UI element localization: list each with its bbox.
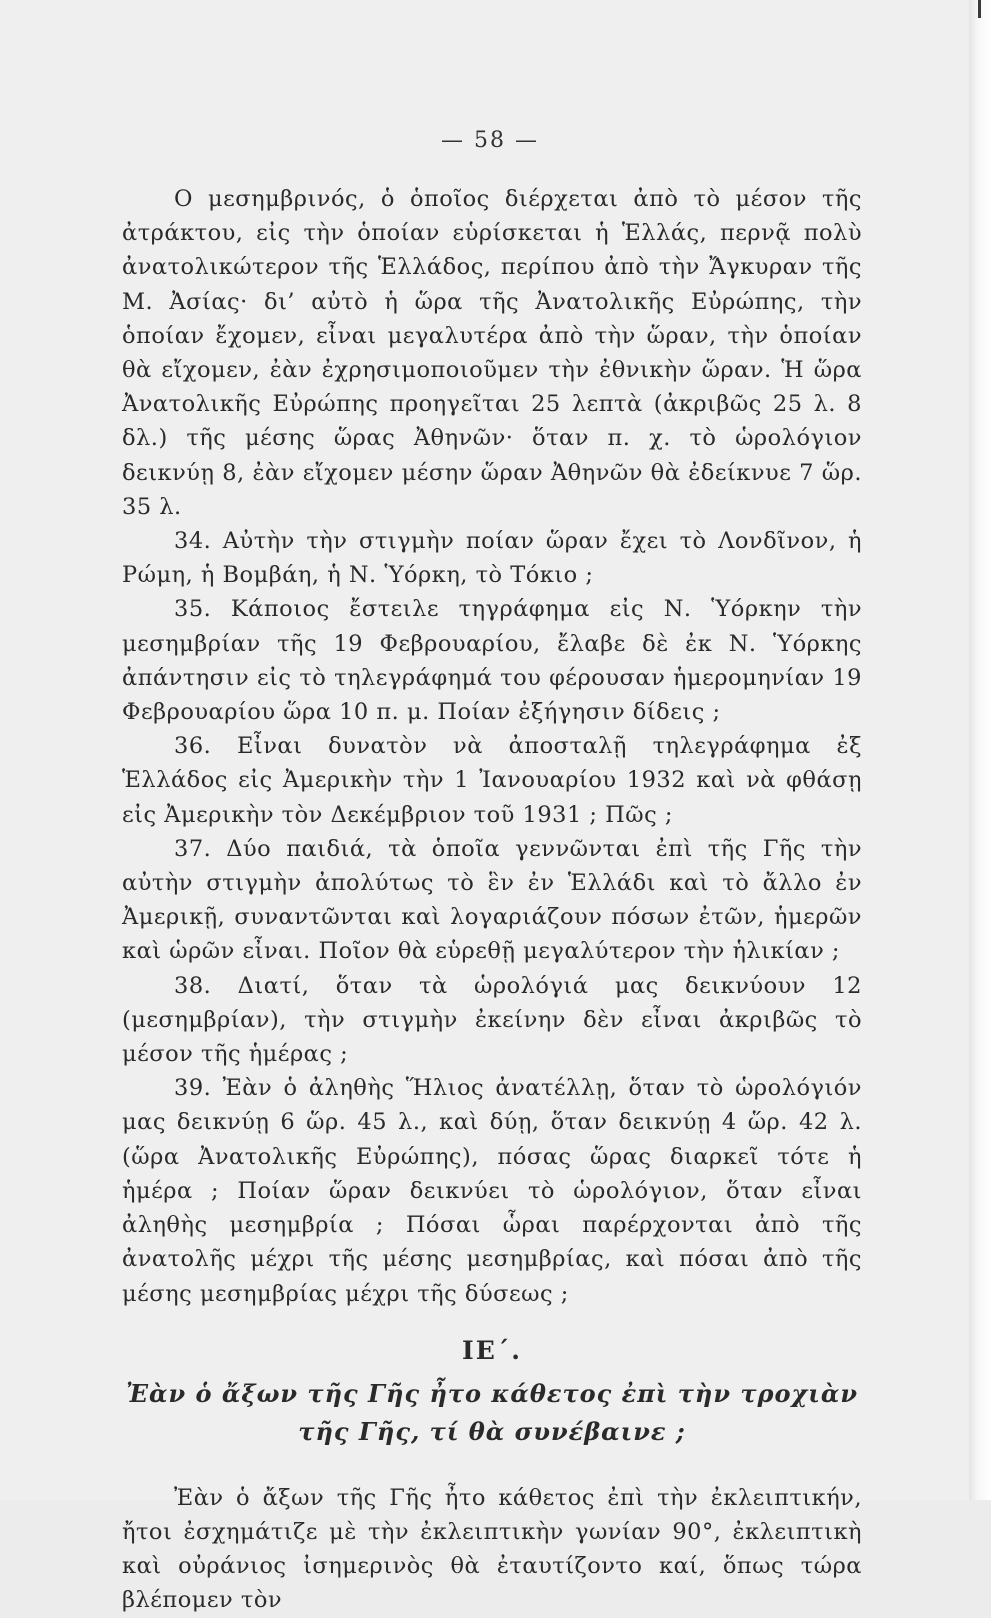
edge-mark (978, 0, 981, 18)
section-number: ΙΕ΄. (462, 1335, 522, 1365)
exercise-36: 36. Εἶναι δυνατὸν νὰ ἀποσταλῇ τηλεγράφημα ἐξ Ἑλλάδος εἰς Ἀμερικὴν τὴν 1 Ἰανουαρίου 1932 καὶ νὰ φθάσῃ εἰς Ἀμερικὴν τὸν Δεκέμβριον τοῦ 1931 ; Πῶς ; (122, 733, 862, 828)
paragraph-meridian: Ο μεσημβρινός, ὁ ὁποῖος διέρχεται ἀπὸ τὸ μέσον τῆς ἀτράκτου, εἰς τὴν ὁποίαν εὑρίσκεται ἡ Ἑλλάς, περνᾷ πολὺ ἀνατολικώτερον τῆς Ἑλλάδος, περίπου ἀπὸ τὴν Ἄγκυραν τῆς Μ. Ἀσίας· δι’ αὐτὸ ἡ ὥρα τῆς Ἀνατολικῆς Εὐρώπης, τὴν ὁποίαν ἔχομεν, εἶναι μεγαλυτέρα ἀπὸ τὴν ὥραν, τὴν ὁποίαν θὰ εἴχομεν, ἐὰν ἐχρησιμοποιοῦμεν τὴν ἐθνικὴν ὥραν. Ἡ ὥρα Ἀνατολικῆς Εὐρώπης προηγεῖται 25 λεπτὰ (ἀκριβῶς 25 λ. 8 δλ.) τῆς μέσης ὥρας Ἀθηνῶν· ὅταν π. χ. τὸ ὡρολόγιον δεικνύῃ 8, ἐὰν εἴχομεν μέσην ὥραν Ἀθηνῶν θὰ ἐδείκνυε 7 ὥρ. 35 λ. (122, 186, 862, 520)
exercise-38: 38. Διατί, ὅταν τὰ ὡρολόγιά μας δεικνύουν 12 (μεσημβρίαν), τὴν στιγμὴν ἐκείνην δὲν εἶναι ἀκριβῶς τὸ μέσον τῆς ἡμέρας ; (122, 972, 862, 1068)
section-title: Ἐὰν ὁ ἄξων τῆς Γῆς ἦτο κάθετος ἐπὶ τὴν τροχιὰν τῆς Γῆς, τί θὰ συνέβαινε ; (126, 1378, 858, 1446)
page-edge (969, 0, 991, 1500)
exercise-35: 35. Κάποιος ἔστειλε τηγράφημα εἰς Ν. Ὑόρκην τὴν μεσημβρίαν τῆς 19 Φεβρουαρίου, ἔλαβε δὲ ἐκ Ν. Ὑόρκης ἀπάντησιν εἰς τὸ τηλεγράφημά του φέρουσαν ἡμερομηνίαν 19 Φεβρουαρίου ὥρα 10 π. μ. Ποίαν ἐξήγησιν δίδεις ; (122, 596, 862, 726)
exercise-34: 34. Αὐτὴν τὴν στιγμὴν ποίαν ὥραν ἔχει τὸ Λονδῖνον, ἡ Ρώμη, ἡ Βομβάη, ἡ Ν. Ὑόρκη, τὸ Τόκιο ; (122, 528, 862, 589)
page-number: — 58 — (441, 128, 539, 153)
exercise-37: 37. Δύο παιδιά, τὰ ὁποῖα γεννῶνται ἐπὶ τῆς Γῆς τὴν αὐτὴν στιγμὴν ἀπολύτως τὸ ἓν ἐν Ἑλλάδι καὶ τὸ ἄλλο ἐν Ἀμερικῇ, συναντῶνται καὶ λογαριάζουν πόσων ἐτῶν, ἡμερῶν καὶ ὡρῶν εἶναι. Ποῖον θὰ εὑρεθῇ μεγαλύτερον τὴν ἡλικίαν ; (122, 835, 862, 965)
exercise-39: 39. Ἐὰν ὁ ἀληθὴς Ἥλιος ἀνατέλλῃ, ὅταν τὸ ὡρολόγιόν μας δεικνύῃ 6 ὥρ. 45 λ., καὶ δύῃ, ὅταν δεικνύῃ 4 ὥρ. 42 λ. (ὥρα Ἀνατολικῆς Εὐρώπης), πόσας ὥρας διαρκεῖ τότε ἡ ἡμέρα ; Ποίαν ὥραν δεικνύει τὸ ὡρολόγιον, ὅταν εἶναι ἀληθὴς μεσημβρία ; Πόσαι ὧραι παρέρχονται ἀπὸ τῆς ἀνατολῆς μέχρι τῆς μέσης μεσημβρίας, καὶ πόσαι ἀπὸ τῆς μέσης μεσημβρίας μέχρι τῆς δύσεως ; (122, 1075, 862, 1307)
section-paragraph: Ἐὰν ὁ ἄξων τῆς Γῆς ἦτο κάθετος ἐπὶ τὴν ἐκλειπτικήν, ἤτοι ἐσχημάτιζε μὲ τὴν ἐκλειπτικὴν γωνίαν 90°, ἐκλειπτικὴ καὶ οὐράνιος ἰσημερινὸς θὰ ἐταυτίζοντο καί, ὅπως τώρα βλέπομεν τὸν (122, 1484, 862, 1614)
page-text (122, 182, 862, 1618)
